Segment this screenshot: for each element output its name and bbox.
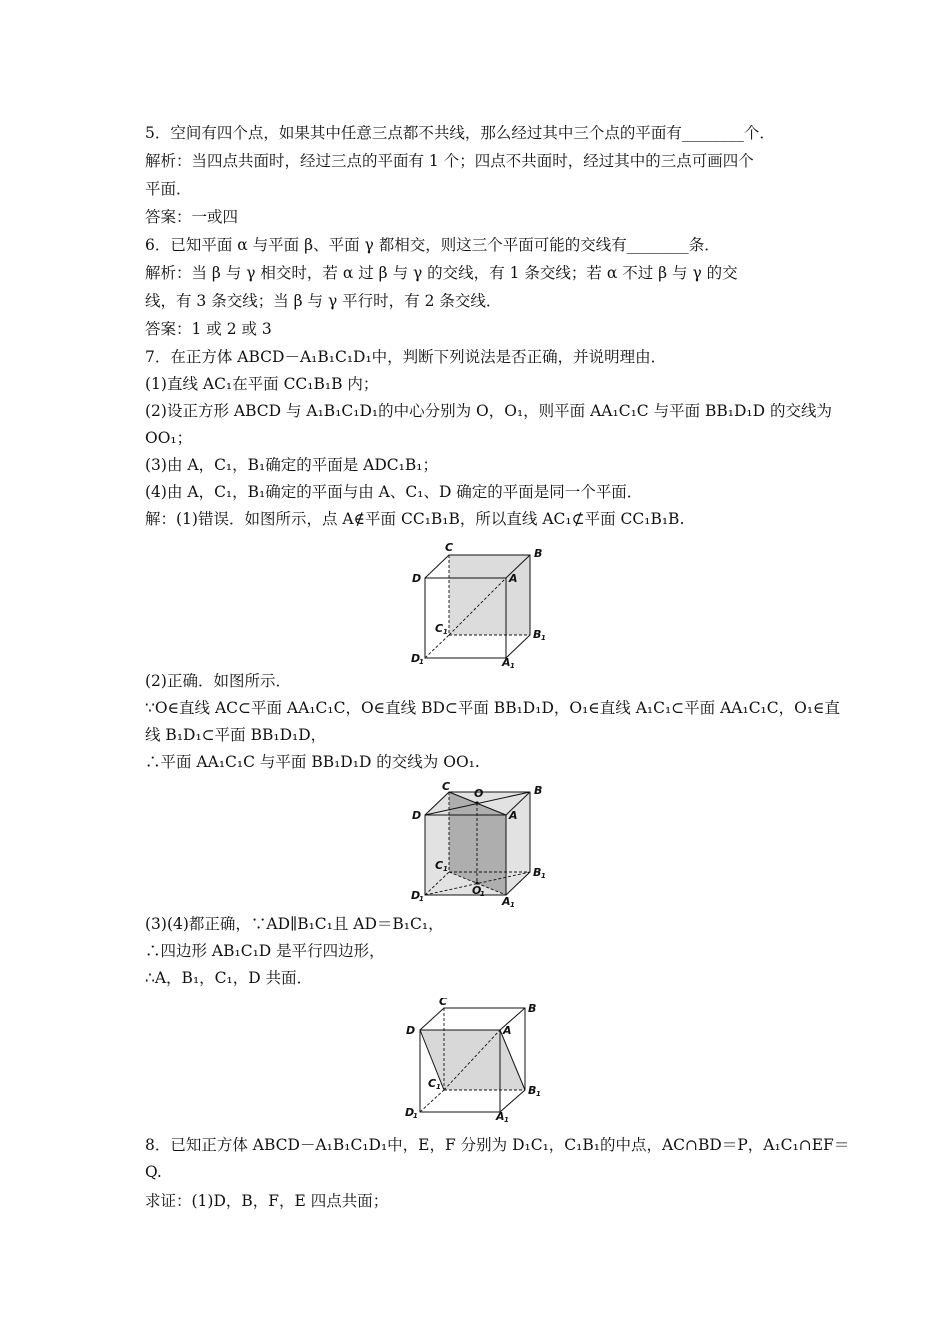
q7-solution-1: 解：(1)错误．如图所示，点 A∉平面 CC₁B₁B，所以直线 AC₁⊄平面 CC₁B₁B. [145, 510, 685, 528]
q5-analysis-cont: 平面． [145, 180, 192, 198]
svg-text:1: 1 [443, 628, 448, 636]
label-C: C [445, 541, 454, 554]
q7-item-2-cont: OO₁； [145, 429, 193, 447]
q7-solution-2: (2)正确．如图所示． [145, 672, 291, 690]
label-C1: C [435, 859, 444, 872]
label-D: D [406, 1024, 416, 1037]
q7-solution-34: (3)(4)都正确，∵AD∥B₁C₁且 AD＝B₁C₁， [145, 915, 444, 933]
svg-text:1: 1 [419, 658, 424, 666]
svg-text:1: 1 [510, 901, 515, 909]
label-C1: C [435, 622, 444, 635]
q6-answer: 答案：1 或 2 或 3 [145, 320, 272, 338]
q6-analysis-cont: 线，有 3 条交线；当 β 与 γ 平行时，有 2 条交线． [145, 292, 502, 310]
svg-text:1: 1 [443, 865, 448, 873]
q7-proof-34-1: ∴四边形 AB₁C₁D 是平行四边形， [145, 942, 385, 960]
q6-question: 6．已知平面 α 与平面 β、平面 γ 都相交，则这三个平面可能的交线有________条． [145, 236, 720, 254]
svg-text:1: 1 [480, 890, 485, 898]
label-A: A [503, 1024, 512, 1037]
label-B1: B [528, 1084, 537, 1097]
label-A1: A [502, 656, 511, 669]
label-A1: A [496, 1110, 505, 1123]
label-O1: O [472, 884, 482, 897]
q5-answer: 答案：一或四 [145, 208, 239, 226]
q7-item-4: (4)由 A，C₁，B₁确定的平面与由 A、C₁、D 确定的平面是同一个平面． [145, 483, 643, 501]
svg-text:1: 1 [541, 634, 546, 642]
q8-prove-1: 求证：(1)D，B，F，E 四点共面； [145, 1192, 389, 1210]
label-C1: C [428, 1077, 437, 1090]
label-B: B [534, 547, 543, 560]
svg-text:1: 1 [419, 895, 424, 903]
q7-question: 7．在正方体 ABCD－A₁B₁C₁D₁中，判断下列说法是否正确，并说明理由． [145, 348, 667, 366]
svg-text:1: 1 [510, 662, 515, 670]
q5-question: 5．空间有四个点，如果其中任意三点都不共线，那么经过其中三个点的平面有________个． [145, 124, 775, 142]
label-D: D [412, 572, 422, 585]
q7-item-1: (1)直线 AC₁在平面 CC₁B₁B 内； [145, 375, 379, 393]
label-D1: D [411, 652, 421, 665]
label-A: A [509, 809, 518, 822]
label-B: B [528, 1002, 537, 1015]
q7-item-3: (3)由 A，C₁，B₁确定的平面是 ADC₁B₁； [145, 456, 438, 474]
svg-text:1: 1 [536, 1090, 541, 1098]
label-A: A [509, 572, 518, 585]
svg-text:1: 1 [541, 872, 546, 880]
label-C: C [439, 998, 448, 1008]
cube-figure-3 [395, 998, 555, 1123]
q7-proof-34-2: ∴A，B₁，C₁，D 共面． [145, 969, 313, 987]
q8-question-cont: Q. [145, 1163, 162, 1181]
label-C: C [442, 782, 451, 793]
svg-text:1: 1 [413, 1112, 418, 1120]
q8-question: 8．已知正方体 ABCD－A₁B₁C₁D₁中，E，F 分别为 D₁C₁，C₁B₁的中点，AC∩BD＝P，A₁C₁∩EF＝ [145, 1136, 850, 1154]
label-D: D [412, 809, 422, 822]
label-D1: D [405, 1106, 415, 1119]
label-B1: B [533, 866, 542, 879]
svg-text:1: 1 [504, 1116, 509, 1123]
q5-analysis: 解析：当四点共面时，经过三点的平面有 1 个；四点不共面时，经过其中的三点可画四个 [145, 152, 754, 170]
q6-analysis: 解析：当 β 与 γ 相交时，若 α 过 β 与 γ 的交线，有 1 条交线；若 α 不过 β 与 γ 的交 [145, 264, 738, 282]
cube-figure-1 [405, 540, 555, 670]
label-B: B [534, 784, 543, 797]
label-A1: A [502, 895, 511, 908]
label-O: O [474, 787, 484, 800]
label-D1: D [411, 889, 421, 902]
q7-proof-1-cont: 线 B₁D₁⊂平面 BB₁D₁D， [145, 726, 327, 744]
q7-proof-1: ∵O∈直线 AC⊂平面 AA₁C₁C，O∈直线 BD⊂平面 BB₁D₁D，O₁∈直线 A₁C₁⊂平面 AA₁C₁C，O₁∈直 [145, 699, 841, 717]
q7-proof-2: ∴平面 AA₁C₁C 与平面 BB₁D₁D 的交线为 OO₁. [145, 753, 480, 771]
label-B1: B [533, 628, 542, 641]
cube-figure-2 [405, 782, 555, 912]
svg-text:1: 1 [436, 1083, 441, 1091]
q7-item-2: (2)设正方形 ABCD 与 A₁B₁C₁D₁的中心分别为 O，O₁，则平面 AA₁C₁C 与平面 BB₁D₁D 的交线为 [145, 402, 832, 420]
